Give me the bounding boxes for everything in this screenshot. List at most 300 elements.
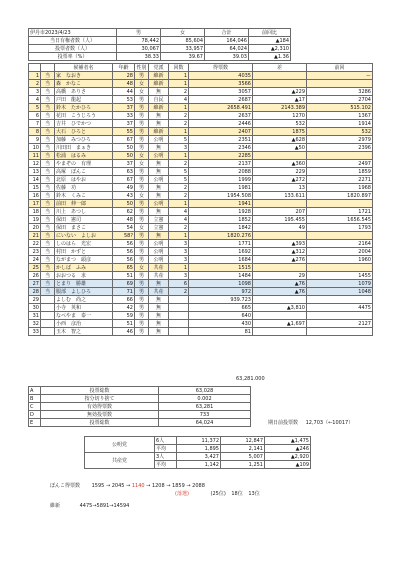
candidate-cell-no: 1 <box>29 72 41 80</box>
candidate-cell-votes: 3566 <box>189 80 253 88</box>
candidate-cell-party: 維新 <box>149 128 169 136</box>
candidate-cell-no: 5 <box>29 104 41 112</box>
party-table <box>84 436 311 469</box>
candidate-cell-name: おおつる 求 <box>55 272 113 280</box>
candidate-cell-diff: ▲360 <box>253 160 307 168</box>
candidate-cell-votes: 1820.276 <box>189 232 253 240</box>
candidate-row <box>29 328 373 336</box>
candidate-row <box>29 272 373 280</box>
candidate-cell-times: 3 <box>169 240 189 248</box>
candidate-cell-prev <box>307 312 373 320</box>
candidate-row <box>29 96 373 104</box>
candidate-cell-s: 当 <box>41 240 55 248</box>
party-cell: 12,847 <box>221 437 265 445</box>
candidate-cell-no: 12 <box>29 160 41 168</box>
candidate-cell-party: 自民 <box>149 96 169 104</box>
summary-cell-value: 64,024 <box>159 419 251 427</box>
party-cell: 平均 <box>155 461 177 469</box>
candidate-cell-no: 4 <box>29 96 41 104</box>
header-cell-total: 164,046 <box>205 37 249 45</box>
candidate-cell-no: 26 <box>29 272 41 280</box>
party-name: 公明党 <box>85 437 155 453</box>
candidate-cell-age: 55 <box>113 128 135 136</box>
candidate-cell-times: 2 <box>169 112 189 120</box>
candidate-cell-votes: 2285 <box>189 152 253 160</box>
candidate-cell-sex: 女 <box>135 152 149 160</box>
header-row <box>29 45 291 53</box>
candidate-cell-party: 公明 <box>149 136 169 144</box>
ponko-v1: 2045 <box>111 483 125 489</box>
candidate-cell-party: 無 <box>149 328 169 336</box>
candidate-cell-times: 2 <box>169 224 189 232</box>
candidate-cell-no: 2 <box>29 80 41 88</box>
candidate-cell-votes: 1954.508 <box>189 192 253 200</box>
candidate-cell-party: 無 <box>149 280 169 288</box>
candidate-cell-s: 当 <box>41 232 55 240</box>
party-cell: 3人 <box>155 453 177 461</box>
candidate-cell-votes: 1771 <box>189 240 253 248</box>
summary-row <box>29 387 251 395</box>
party-cell: 1,251 <box>221 461 265 469</box>
candidate-cell-age: 37 <box>113 160 135 168</box>
header-cell-m: 38.33 <box>117 53 161 61</box>
candidate-cell-votes: 2346 <box>189 144 253 152</box>
candidate-cell-party: 立憲 <box>149 224 169 232</box>
candidate-cell-age: 67 <box>113 136 135 144</box>
candidate-cell-sex: 女 <box>135 160 149 168</box>
candidate-cell-party: 維新 <box>149 104 169 112</box>
candidate-cell-s <box>41 328 55 336</box>
candidate-cell-name: よしむ 尚之 <box>55 296 113 304</box>
candidate-cell-s: 当 <box>41 280 55 288</box>
candidate-cell-times: 1 <box>169 104 189 112</box>
candidate-cell-sex: 女 <box>135 88 149 96</box>
candidate-cell-times: 1 <box>169 200 189 208</box>
col-male: 男 <box>117 29 161 37</box>
summary-cell-label: 有効得票数 <box>41 403 159 411</box>
candidate-row <box>29 256 373 264</box>
candidate-cell-s: 当 <box>41 104 55 112</box>
candidate-row <box>29 296 373 304</box>
candidate-row <box>29 264 373 272</box>
candidate-cell-name: 保田 まさこ <box>55 224 113 232</box>
candidate-cell-sex: 女 <box>135 264 149 272</box>
candidate-cell-age: 49 <box>113 184 135 192</box>
candidate-cell-age: 50 <box>113 200 135 208</box>
candidate-header-cell: 党派 <box>149 64 169 72</box>
ponko-sub1: (25位) <box>210 491 226 497</box>
candidate-row <box>29 80 373 88</box>
candidate-cell-diff: ▲229 <box>253 88 307 96</box>
candidate-cell-prev: 1859 <box>307 168 373 176</box>
candidate-cell-age: 71 <box>113 288 135 296</box>
candidate-cell-sex: 男 <box>135 168 149 176</box>
candidate-cell-age: 54 <box>113 224 135 232</box>
candidate-cell-times: 3 <box>169 144 189 152</box>
candidate-cell-diff: ▲76 <box>253 280 307 288</box>
candidate-cell-diff: ▲312 <box>253 248 307 256</box>
candidate-header-cell: 差 <box>253 64 307 72</box>
summary-table <box>28 386 251 427</box>
candidate-cell-votes: 1842 <box>189 224 253 232</box>
early-vote-value: 12,703（←10017） <box>305 420 354 426</box>
candidate-cell-diff: 133.611 <box>253 192 307 200</box>
candidate-header-cell <box>41 64 55 72</box>
candidate-cell-name: 鈴木 くみこ <box>55 192 113 200</box>
candidate-row <box>29 128 373 136</box>
candidate-cell-no: 14 <box>29 176 41 184</box>
candidate-cell-sex: 男 <box>135 304 149 312</box>
header-cell-label: 当日有権者数（人） <box>29 37 117 45</box>
candidate-cell-diff <box>253 152 307 160</box>
candidate-cell-name: にいない よしお <box>55 232 113 240</box>
candidate-cell-name: 高橋 ありさ <box>55 88 113 96</box>
candidate-cell-name: 大石 ひろと <box>55 128 113 136</box>
candidate-cell-name: 小寺 英和 <box>55 304 113 312</box>
candidate-row <box>29 240 373 248</box>
candidate-cell-sex: 男 <box>135 184 149 192</box>
candidate-row <box>29 184 373 192</box>
candidate-cell-sex: 男 <box>135 256 149 264</box>
candidate-cell-name: 家 なおき <box>55 72 113 80</box>
candidate-cell-votes: 4035 <box>189 72 253 80</box>
candidate-cell-diff: ▲3,810 <box>253 304 307 312</box>
ponko-sub <box>175 490 260 497</box>
candidate-cell-sex: 女 <box>135 80 149 88</box>
party-cell: 2,141 <box>221 445 265 453</box>
header-cell-total: 64,024 <box>205 45 249 53</box>
candidate-cell-s: 当 <box>41 256 55 264</box>
candidate-cell-age: 56 <box>113 256 135 264</box>
candidate-cell-party: 無 <box>149 312 169 320</box>
candidate-cell-age: 66 <box>113 296 135 304</box>
candidate-cell-age: 59 <box>113 312 135 320</box>
candidate-cell-no: 32 <box>29 320 41 328</box>
candidate-cell-party: 公明 <box>149 176 169 184</box>
candidate-cell-name: しのはら 光宏 <box>55 240 113 248</box>
candidate-cell-name: 小西 彦治 <box>55 320 113 328</box>
candidate-cell-no: 31 <box>29 312 41 320</box>
candidate-cell-s: 当 <box>41 88 55 96</box>
candidate-cell-prev: 2979 <box>307 136 373 144</box>
candidate-cell-times: 2 <box>169 288 189 296</box>
candidate-cell-age: 33 <box>113 112 135 120</box>
candidate-cell-diff: ▲1,697 <box>253 320 307 328</box>
ponko-v4: 1859 <box>172 483 185 489</box>
title-cell: 伊丹市2023/4/23 <box>29 29 117 37</box>
candidate-cell-times: 3 <box>169 256 189 264</box>
candidate-cell-age: 28 <box>113 72 135 80</box>
candidate-cell-votes: 1692 <box>189 248 253 256</box>
candidate-cell-times: 3 <box>169 248 189 256</box>
candidate-cell-no: 20 <box>29 224 41 232</box>
candidate-cell-s: 当 <box>41 264 55 272</box>
candidate-cell-diff: ▲76 <box>253 288 307 296</box>
candidate-cell-name: 佐藤 功 <box>55 184 113 192</box>
candidate-cell-party: 公明 <box>149 240 169 248</box>
candidate-cell-times: 4 <box>169 208 189 216</box>
candidate-cell-diff: 532 <box>253 120 307 128</box>
header-row <box>29 37 291 45</box>
candidate-cell-prev: 2704 <box>307 96 373 104</box>
summary-cell-k: B <box>29 395 41 403</box>
candidate-cell-no: 21 <box>29 232 41 240</box>
candidate-cell-no: 27 <box>29 280 41 288</box>
candidate-cell-votes: 1941 <box>189 200 253 208</box>
summary-row <box>29 403 251 411</box>
candidate-cell-party: 公明 <box>149 152 169 160</box>
candidate-row <box>29 320 373 328</box>
candidate-cell-no: 30 <box>29 304 41 312</box>
candidate-cell-sex: 男 <box>135 328 149 336</box>
candidate-cell-no: 8 <box>29 128 41 136</box>
candidate-cell-age: 50 <box>113 152 135 160</box>
candidate-cell-votes: 2351 <box>189 136 253 144</box>
candidate-cell-no: 24 <box>29 256 41 264</box>
candidate-cell-no: 19 <box>29 216 41 224</box>
candidate-cell-prev: 1914 <box>307 120 373 128</box>
candidate-cell-s: 当 <box>41 248 55 256</box>
candidate-cell-party: 共産 <box>149 288 169 296</box>
summary-cell-k: D <box>29 411 41 419</box>
candidate-cell-prev <box>307 152 373 160</box>
candidate-row <box>29 192 373 200</box>
candidate-cell-sex: 男 <box>135 208 149 216</box>
candidate-cell-s: 当 <box>41 224 55 232</box>
candidate-cell-times: 3 <box>169 272 189 280</box>
candidate-cell-diff: 229 <box>253 168 307 176</box>
candidate-cell-name: 森 かなこ <box>55 80 113 88</box>
candidate-cell-no: 11 <box>29 152 41 160</box>
candidate-cell-times <box>169 296 189 304</box>
candidate-cell-votes: 665 <box>189 304 253 312</box>
candidate-cell-name: なべやま 泰一 <box>55 312 113 320</box>
header-cell-f: 39.67 <box>161 53 205 61</box>
candidate-row <box>29 224 373 232</box>
candidate-cell-prev: 2396 <box>307 144 373 152</box>
candidate-cell-votes: 1852 <box>189 216 253 224</box>
candidate-cell-diff: ▲17 <box>253 96 307 104</box>
candidate-cell-prev: 3286 <box>307 88 373 96</box>
col-female: 女 <box>161 29 205 37</box>
candidate-cell-prev <box>307 200 373 208</box>
candidate-row <box>29 88 373 96</box>
party-name: 共産党 <box>85 453 155 469</box>
candidate-cell-age: 56 <box>113 240 135 248</box>
candidate-cell-s: 当 <box>41 136 55 144</box>
candidate-cell-name: 吉井 ひでかつ <box>55 120 113 128</box>
candidate-cell-s: 当 <box>41 152 55 160</box>
candidate-row <box>29 232 373 240</box>
candidate-cell-age: 37 <box>113 104 135 112</box>
candidate-row <box>29 248 373 256</box>
candidate-cell-prev: 2127 <box>307 320 373 328</box>
candidate-cell-votes: 2137 <box>189 160 253 168</box>
candidate-cell-diff: 49 <box>253 224 307 232</box>
candidate-cell-no: 10 <box>29 144 41 152</box>
candidate-cell-times: 2 <box>169 120 189 128</box>
candidate-cell-times: 5 <box>169 136 189 144</box>
candidate-cell-prev: 1656.545 <box>307 216 373 224</box>
candidate-cell-sex: 男 <box>135 248 149 256</box>
candidate-cell-party: 無 <box>149 184 169 192</box>
candidate-cell-prev: ー <box>307 72 373 80</box>
candidate-cell-no: 22 <box>29 240 41 248</box>
candidate-cell-s: 当 <box>41 184 55 192</box>
candidate-cell-party: 無 <box>149 88 169 96</box>
candidate-cell-times: 6 <box>169 280 189 288</box>
party-cell: 11,372 <box>177 437 221 445</box>
candidate-cell-sex: 男 <box>135 112 149 120</box>
candidate-cell-sex: 男 <box>135 240 149 248</box>
candidate-cell-times: 2 <box>169 192 189 200</box>
candidate-cell-prev: 1793 <box>307 224 373 232</box>
candidate-cell-name: 服部 よしひろ <box>55 288 113 296</box>
candidate-cell-age: 46 <box>113 328 135 336</box>
candidate-cell-sex: 男 <box>135 104 149 112</box>
header-cell-f: 33,957 <box>161 45 205 53</box>
candidate-cell-times: 1 <box>169 128 189 136</box>
candidate-cell-prev: 1960 <box>307 256 373 264</box>
candidate-cell-diff <box>253 200 307 208</box>
candidate-cell-sex: 男 <box>135 296 149 304</box>
candidate-cell-name: 戸田 龍起 <box>55 96 113 104</box>
candidate-cell-age: 67 <box>113 176 135 184</box>
candidate-cell-prev: 1721 <box>307 208 373 216</box>
candidate-cell-prev: 4475 <box>307 304 373 312</box>
ishin-line <box>50 502 129 509</box>
candidate-cell-sex: 男 <box>135 128 149 136</box>
candidate-cell-diff: ▲272 <box>253 176 307 184</box>
candidate-cell-name: 北原 はやお <box>55 176 113 184</box>
candidate-cell-no: 28 <box>29 288 41 296</box>
candidate-cell-s <box>41 296 55 304</box>
candidate-cell-prev: 1820.897 <box>307 192 373 200</box>
candidate-cell-no: 6 <box>29 112 41 120</box>
candidate-cell-s: 当 <box>41 216 55 224</box>
candidate-header-row <box>29 64 373 72</box>
party-row <box>85 453 311 461</box>
ponko-line: ぽんこ得票数 1595 → 2045 → 1140 → 1208 → 1859 → 2088 <box>50 483 205 489</box>
candidate-cell-party: 公明 <box>149 200 169 208</box>
candidate-cell-times <box>169 320 189 328</box>
candidate-cell-party: 無 <box>149 112 169 120</box>
candidate-cell-no: 25 <box>29 264 41 272</box>
candidate-row <box>29 168 373 176</box>
party-row <box>85 437 311 445</box>
candidate-cell-votes: 1684 <box>189 256 253 264</box>
candidate-row <box>29 216 373 224</box>
candidate-cell-no: 3 <box>29 88 41 96</box>
candidate-row <box>29 304 373 312</box>
candidate-cell-prev: 1367 <box>307 112 373 120</box>
candidate-cell-times: 1 <box>169 264 189 272</box>
summary-cell-value: 733 <box>159 411 251 419</box>
ponko-sub3: 13位 <box>248 491 260 497</box>
candidate-cell-diff: ▲628 <box>253 136 307 144</box>
candidate-cell-votes: 1999 <box>189 176 253 184</box>
candidate-cell-age: 48 <box>113 80 135 88</box>
candidate-cell-times: 1 <box>169 232 189 240</box>
candidate-cell-votes: 81 <box>189 328 253 336</box>
ishin-text: 4475→5891→14594 <box>79 503 130 509</box>
candidate-cell-times: 5 <box>169 176 189 184</box>
candidate-cell-diff: 1270 <box>253 112 307 120</box>
candidate-cell-party: 無 <box>149 232 169 240</box>
document-page <box>28 28 372 538</box>
candidate-cell-party: 無 <box>149 120 169 128</box>
summary-cell-label: 按分切り捨て <box>41 395 159 403</box>
candidate-cell-sex: 男 <box>135 176 149 184</box>
candidate-cell-prev: 2164 <box>307 240 373 248</box>
candidate-header-cell: 得票数 <box>189 64 253 72</box>
candidate-cell-no: 17 <box>29 200 41 208</box>
candidate-cell-age: 44 <box>113 88 135 96</box>
candidate-cell-party: 無 <box>149 168 169 176</box>
ponko-sub0: (落選) <box>175 491 189 497</box>
candidate-cell-name: 村田 かずと <box>55 248 113 256</box>
candidate-row <box>29 104 373 112</box>
candidate-cell-age: 42 <box>113 304 135 312</box>
candidate-cell-prev: 2497 <box>307 160 373 168</box>
candidate-row <box>29 288 373 296</box>
candidate-cell-s: 当 <box>41 112 55 120</box>
candidate-cell-age: 63 <box>113 168 135 176</box>
candidate-cell-age: 56 <box>113 248 135 256</box>
candidate-cell-votes: 2658.491 <box>189 104 253 112</box>
candidate-cell-name: 高塚 ぼんこ <box>55 168 113 176</box>
header-cell-prev: ▲2,310 <box>249 45 291 53</box>
candidate-row <box>29 160 373 168</box>
candidate-cell-times: 5 <box>169 168 189 176</box>
candidate-cell-age: 62 <box>113 208 135 216</box>
candidate-cell-name: ながまつ 頭彦 <box>55 256 113 264</box>
header-cell-m: 30,067 <box>117 45 161 53</box>
early-vote-label: 期日前投票数 <box>268 420 299 426</box>
candidate-cell-votes: 1098 <box>189 280 253 288</box>
party-cell: 5,007 <box>221 453 265 461</box>
candidate-cell-sex: 男 <box>135 232 149 240</box>
summary-cell-value: 63,281 <box>159 403 251 411</box>
candidate-cell-sex: 女 <box>135 224 149 232</box>
candidate-cell-name: 花田 こうじろう <box>55 112 113 120</box>
candidate-cell-prev <box>307 296 373 304</box>
candidate-cell-sex: 男 <box>135 120 149 128</box>
candidate-cell-diff: 2143.389 <box>253 104 307 112</box>
summary-cell-k: C <box>29 403 41 411</box>
header-cell-label: 投票率（%） <box>29 53 117 61</box>
candidate-row <box>29 280 373 288</box>
candidate-cell-s: 当 <box>41 288 55 296</box>
candidate-cell-party: 無 <box>149 304 169 312</box>
summary-cell-value: 63,028 <box>159 387 251 395</box>
candidate-cell-age: 53 <box>113 96 135 104</box>
ponko-v5: 2088 <box>192 483 205 489</box>
candidate-cell-sex: 男 <box>135 96 149 104</box>
candidate-cell-sex: 男 <box>135 272 149 280</box>
candidate-cell-sex: 女 <box>135 192 149 200</box>
candidate-cell-s: 当 <box>41 80 55 88</box>
candidate-cell-diff: 195.455 <box>253 216 307 224</box>
candidate-cell-no: 15 <box>29 184 41 192</box>
candidate-cell-party: 維新 <box>149 80 169 88</box>
candidate-cell-party: 無 <box>149 192 169 200</box>
candidate-cell-no: 23 <box>29 248 41 256</box>
ponko-label: ぽんこ得票数 <box>50 483 81 489</box>
header-table <box>28 28 291 61</box>
summary-row <box>29 419 251 427</box>
candidate-cell-s: 当 <box>41 272 55 280</box>
